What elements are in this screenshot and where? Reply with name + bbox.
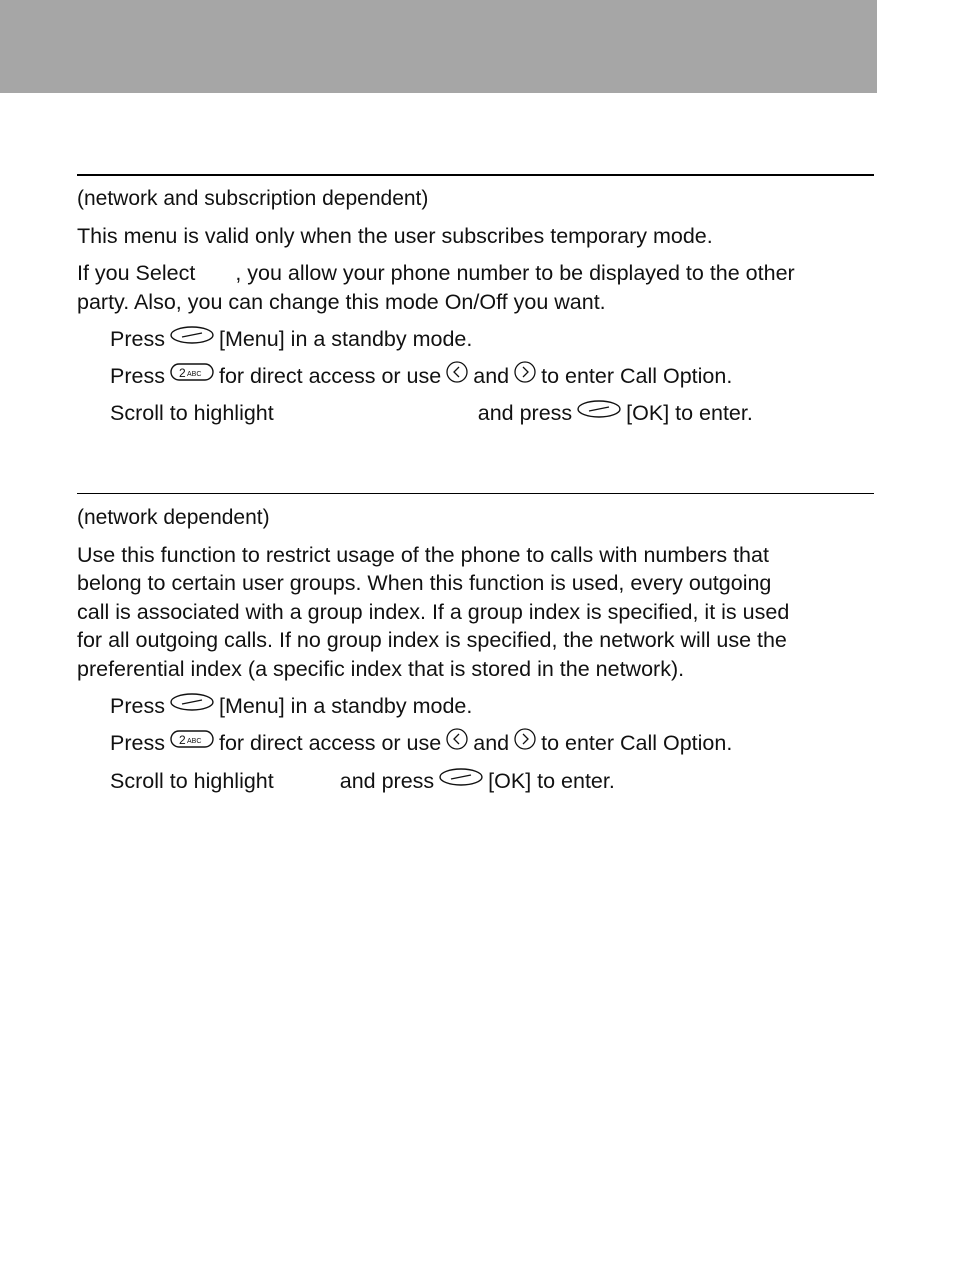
soft-key-icon	[169, 324, 215, 352]
paragraph-line: call is associated with a group index. If a group index is specified, it is used	[77, 600, 790, 624]
step-text: to enter Call Option.	[541, 364, 733, 388]
nav-right-icon	[513, 361, 537, 390]
step-3	[110, 767, 615, 796]
step-2	[110, 729, 732, 759]
key-2abc-icon	[169, 728, 215, 756]
step-text: and press	[339, 769, 435, 793]
step-text: [OK] to enter.	[626, 401, 753, 425]
soft-key-icon	[169, 691, 215, 719]
section-divider	[77, 493, 874, 494]
paragraph-line: preferential index (a specific index that is stored in the network).	[77, 657, 685, 681]
paragraph-line: party. Also, you can change this mode On/Off you want.	[77, 290, 606, 314]
paragraph-line: for all outgoing calls. If no group index is specified, the network will use the	[77, 628, 787, 652]
soft-key-icon	[438, 766, 484, 794]
step-1	[110, 325, 472, 354]
step-text: Scroll to highlight	[110, 401, 274, 425]
step-text: Press	[110, 731, 165, 755]
svg-text:2: 2	[178, 366, 186, 381]
paragraph-line: belong to certain user groups. When this function is used, every outgoing	[77, 571, 772, 595]
header-band	[0, 0, 877, 93]
svg-text:2: 2	[178, 733, 186, 748]
step-text: to enter Call Option.	[541, 731, 733, 755]
section-divider	[77, 174, 874, 176]
step-text: for direct access or use	[218, 731, 442, 755]
paragraph-line: Use this function to restrict usage of the phone to calls with numbers that	[77, 543, 769, 567]
paragraph: This menu is valid only when the user subscribes temporary mode.	[77, 224, 713, 248]
text: , you allow your phone number to be displayed to the other	[235, 261, 795, 285]
step-text: Press	[110, 327, 165, 351]
step-text: Press	[110, 364, 165, 388]
svg-text:ABC: ABC	[186, 738, 202, 746]
step-text: Press	[110, 694, 165, 718]
text: If you Select	[77, 261, 196, 285]
step-text: [OK] to enter.	[488, 769, 615, 793]
section-note: (network and subscription dependent)	[77, 187, 429, 210]
section-note: (network dependent)	[77, 506, 270, 529]
soft-key-icon	[576, 398, 622, 426]
key-2abc-icon	[169, 361, 215, 389]
step-text: [Menu] in a standby mode.	[218, 694, 473, 718]
nav-left-icon	[445, 361, 469, 390]
step-1	[110, 692, 472, 721]
step-text: [Menu] in a standby mode.	[218, 327, 473, 351]
step-text: for direct access or use	[218, 364, 442, 388]
step-3	[110, 399, 753, 428]
step-2	[110, 362, 732, 392]
step-text: and press	[477, 401, 573, 425]
paragraph-line	[77, 259, 795, 287]
nav-right-icon	[513, 728, 537, 757]
step-text: and	[473, 364, 510, 388]
nav-left-icon	[445, 728, 469, 757]
step-text: and	[473, 731, 510, 755]
svg-text:ABC: ABC	[186, 371, 202, 379]
step-text: Scroll to highlight	[110, 769, 274, 793]
